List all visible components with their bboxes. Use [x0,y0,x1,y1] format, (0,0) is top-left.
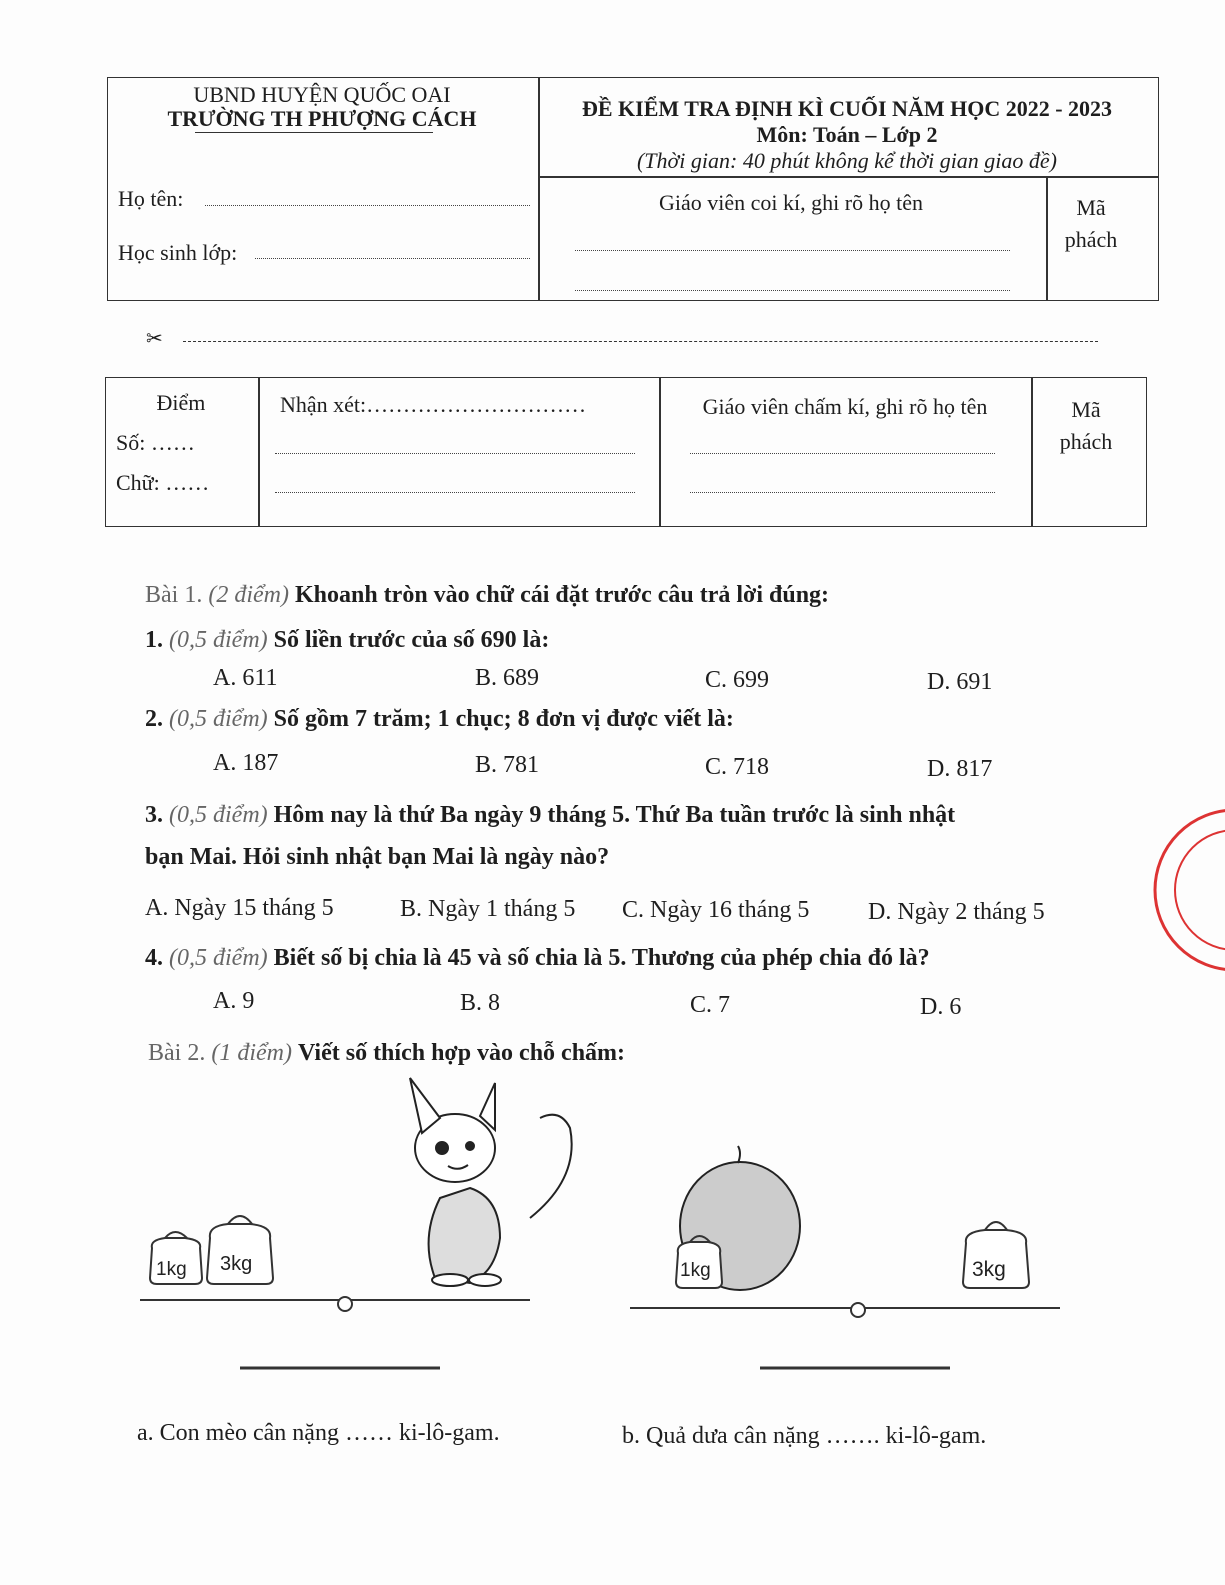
section1-instruction: Khoanh tròn vào chữ cái đặt trước câu trả lời đúng: [294,582,830,608]
q3-option-d[interactable]: D. Ngày 2 tháng 5 [868,899,1045,925]
section1-title [145,582,829,609]
comment-label[interactable]: Nhận xét:………………………… [280,392,587,417]
scissors-icon: ✂ [146,326,163,350]
question-2-number: 2. [145,706,163,732]
cat-icon [410,1078,572,1286]
answer-a[interactable]: a. Con mèo cân nặng …… ki-lô-gam. [137,1420,500,1446]
question-1-text: Số liền trước của số 690 là: [273,627,550,653]
question-4 [145,945,930,972]
section1-points: (2 điểm) [208,582,289,608]
question-2-text: Số gồm 7 trăm; 1 chục; 8 đơn vị được viết là: [273,706,734,732]
question-1-number: 1. [145,627,163,653]
proctor-line-1[interactable] [575,250,1010,251]
grader-line-2[interactable] [690,492,995,493]
question-3-number: 3. [145,802,163,828]
proctor-line-2[interactable] [575,290,1010,291]
weight-3kg-icon-right [963,1222,1029,1288]
grader-label: Giáo viên chấm kí, ghi rõ họ tên [702,394,988,419]
cut-line [183,341,1098,342]
scales-illustration [140,1068,1080,1388]
question-3 [145,802,955,829]
comment-line-2[interactable] [275,492,635,493]
school-stamp-icon [1140,800,1225,980]
q2-option-b[interactable]: B. 781 [475,752,540,778]
question-4-points: (0,5 điểm) [169,945,268,971]
question-2 [145,706,734,733]
q1-option-a[interactable]: A. 611 [213,665,278,691]
q1-option-c[interactable]: C. 699 [705,667,770,693]
question-3-text-line2: bạn Mai. Hỏi sinh nhật bạn Mai là ngày nào? [145,844,610,870]
score-number-field[interactable]: Số: …… [116,430,195,455]
q3-option-a[interactable]: A. Ngày 15 tháng 5 [145,895,334,921]
q4-option-b[interactable]: B. 8 [460,990,501,1016]
code-label-score: Mã phách [1059,397,1113,454]
right-scale [630,1303,1060,1368]
question-4-number: 4. [145,945,163,971]
code-label-header: Mã phách [1064,195,1118,252]
weight-1-label: 1kg [156,1259,187,1280]
q2-option-c[interactable]: C. 718 [705,754,770,780]
section1-number: Bài 1. [145,582,203,608]
exam-subject: Môn: Toán – Lớp 2 [756,122,938,147]
grader-line-1[interactable] [690,453,995,454]
weight-4-label: 3kg [972,1258,1006,1281]
left-scale [140,1297,530,1368]
exam-title: ĐỀ KIỂM TRA ĐỊNH KÌ CUỐI NĂM HỌC 2022 - 2023 [581,96,1113,121]
q3-option-c[interactable]: C. Ngày 16 tháng 5 [622,897,810,923]
weight-1kg-icon [150,1232,202,1284]
q2-option-a[interactable]: A. 187 [213,750,279,776]
class-field[interactable] [255,258,530,259]
class-label: Học sinh lớp: [118,240,238,265]
q4-option-d[interactable]: D. 6 [920,994,962,1020]
question-1 [145,627,549,654]
q1-option-b[interactable]: B. 689 [475,665,540,691]
question-2-points: (0,5 điểm) [169,706,268,732]
comment-line-1[interactable] [275,453,635,454]
school-name: TRƯỜNG TH PHƯỢNG CÁCH [167,106,477,131]
section2-instruction: Viết số thích hợp vào chỗ chấm: [297,1040,626,1066]
q3-option-b[interactable]: B. Ngày 1 tháng 5 [400,896,576,922]
weight-2-label: 3kg [220,1253,253,1275]
question-3-text: Hôm nay là thứ Ba ngày 9 tháng 5. Thứ Ba tuần trước là sinh nhật [273,802,956,828]
proctor-label: Giáo viên coi kí, ghi rõ họ tên [659,190,923,215]
section2-title [148,1040,625,1067]
q1-option-d[interactable]: D. 691 [927,669,993,695]
district-name: UBND HUYỆN QUỐC OAI [193,82,451,107]
score-label: Điểm [156,390,206,415]
weight-1kg-icon-right [676,1236,722,1288]
q4-option-a[interactable]: A. 9 [213,988,255,1014]
answer-b[interactable]: b. Quả dưa cân nặng ……. ki-lô-gam. [622,1423,987,1449]
name-field[interactable] [205,205,530,206]
section2-number: Bài 2. [148,1040,206,1066]
exam-duration: (Thời gian: 40 phút không kể thời gian giao đề) [636,148,1058,173]
section2-points: (1 điểm) [211,1040,292,1066]
school-underline [195,132,433,133]
weight-3kg-icon [207,1216,273,1284]
question-4-text: Biết số bị chia là 45 và số chia là 5. Thương của phép chia đó là? [273,945,930,971]
q2-option-d[interactable]: D. 817 [927,756,993,782]
question-1-points: (0,5 điểm) [169,627,268,653]
weight-3-label: 1kg [680,1260,711,1281]
name-label: Họ tên: [118,186,184,211]
question-3-points: (0,5 điểm) [169,802,268,828]
score-word-field[interactable]: Chữ: …… [116,470,210,495]
q4-option-c[interactable]: C. 7 [690,992,731,1018]
